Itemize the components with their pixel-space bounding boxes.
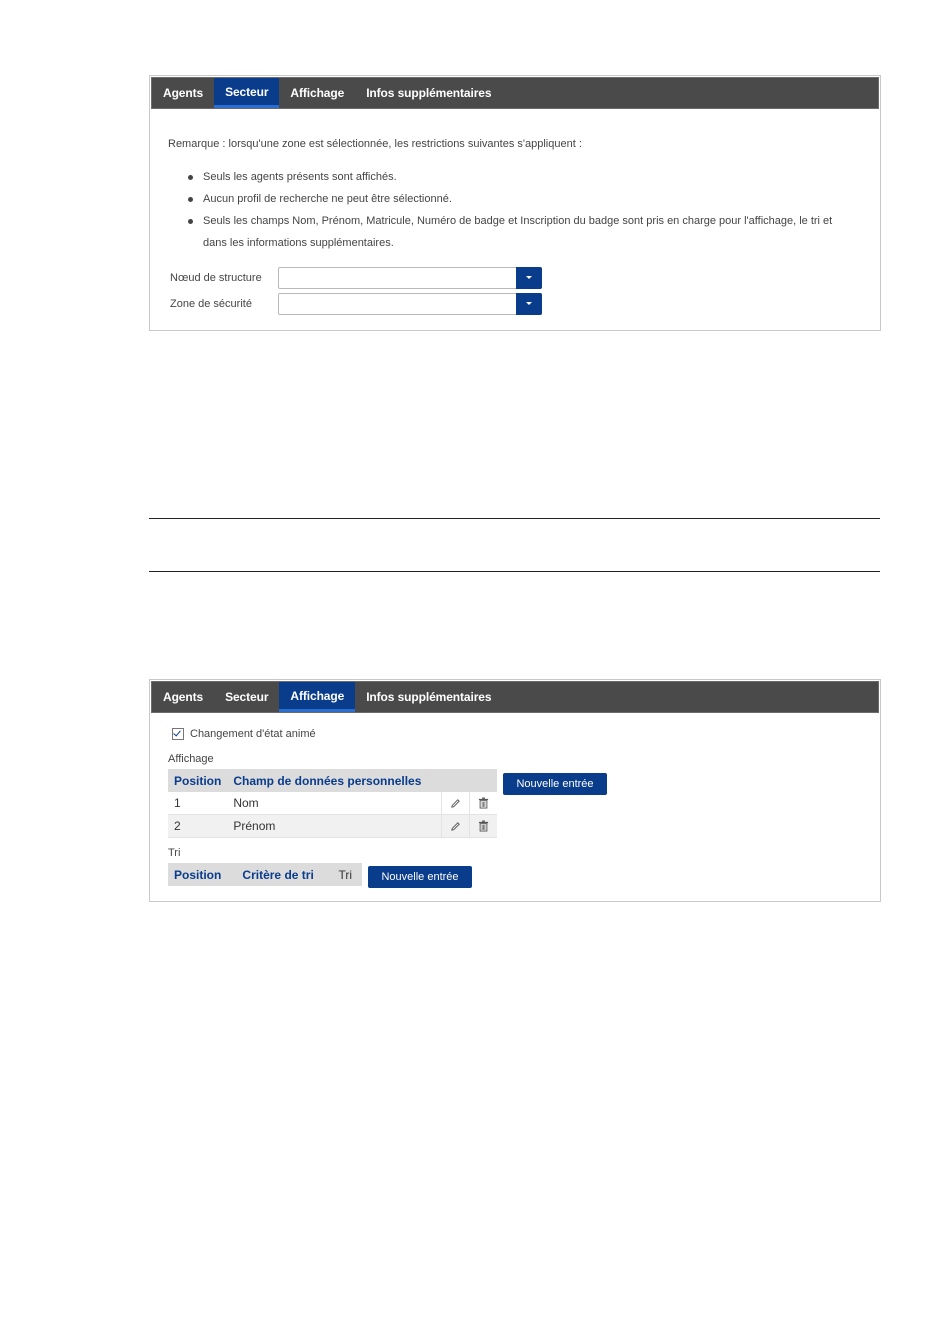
table-row[interactable] xyxy=(168,815,497,838)
pencil-icon[interactable] xyxy=(450,821,461,832)
tab-secteur[interactable]: Secteur xyxy=(214,78,279,108)
tab-agents[interactable]: Agents xyxy=(163,86,204,100)
tri-section-label: Tri xyxy=(168,847,181,859)
structure-node-label: Nœud de structure xyxy=(170,272,262,284)
chevron-down-icon[interactable] xyxy=(516,267,542,289)
secteur-panel xyxy=(149,75,881,331)
trash-icon[interactable] xyxy=(478,797,489,809)
tab-bar xyxy=(151,77,879,109)
tab-infos-supplementaires[interactable]: Infos supplémentaires xyxy=(366,690,492,704)
row-position: 2 xyxy=(168,815,227,838)
affichage-section-label: Affichage xyxy=(168,753,214,765)
tab-infos-supplementaires[interactable]: Infos supplémentaires xyxy=(366,86,492,100)
restriction-list xyxy=(188,166,858,254)
trash-icon[interactable] xyxy=(478,820,489,832)
list-item: Seuls les champs Nom, Prénom, Matricule, Numéro de badge et Inscription du badge sont pris en charge pour l'affichage, le tri et dans les informations supplémentaires. xyxy=(188,210,858,254)
tab-affichage[interactable]: Affichage xyxy=(279,682,355,712)
security-zone-label: Zone de sécurité xyxy=(170,298,252,310)
affichage-new-entry-button[interactable]: Nouvelle entrée xyxy=(503,773,607,795)
structure-node-select[interactable] xyxy=(278,267,542,289)
row-champ: Nom xyxy=(227,792,441,815)
animated-state-change-row[interactable] xyxy=(172,728,316,740)
divider xyxy=(149,571,880,572)
security-zone-select[interactable] xyxy=(278,293,542,315)
affichage-panel xyxy=(149,679,881,902)
delete-button[interactable] xyxy=(470,815,498,838)
row-position: 1 xyxy=(168,792,227,815)
list-item: Aucun profil de recherche ne peut être sélectionné. xyxy=(188,188,858,210)
column-header-position[interactable]: Position xyxy=(168,863,236,886)
edit-button[interactable] xyxy=(442,792,470,815)
tri-new-entry-button[interactable]: Nouvelle entrée xyxy=(368,866,472,888)
chevron-down-icon[interactable] xyxy=(516,293,542,315)
tri-table xyxy=(168,863,362,886)
list-item: Seuls les agents présents sont affichés. xyxy=(188,166,858,188)
column-header-position[interactable]: Position xyxy=(168,769,227,792)
tab-bar xyxy=(151,681,879,713)
tab-agents[interactable]: Agents xyxy=(163,690,204,704)
column-header-tri[interactable]: Tri xyxy=(333,863,362,886)
restriction-note: Remarque : lorsqu'une zone est sélectionnée, les restrictions suivantes s'appliquent : xyxy=(168,138,582,150)
checkbox-checked-icon[interactable] xyxy=(172,728,184,740)
animated-state-change-label: Changement d'état animé xyxy=(190,728,316,740)
column-header-critere[interactable]: Critère de tri xyxy=(236,863,332,886)
affichage-table xyxy=(168,769,497,838)
pencil-icon[interactable] xyxy=(450,798,461,809)
divider xyxy=(149,518,880,519)
delete-button[interactable] xyxy=(470,792,498,815)
edit-button[interactable] xyxy=(442,815,470,838)
column-header-champ[interactable]: Champ de données personnelles xyxy=(227,769,497,792)
table-row[interactable] xyxy=(168,792,497,815)
row-champ: Prénom xyxy=(227,815,441,838)
tab-affichage[interactable]: Affichage xyxy=(290,86,345,100)
tab-secteur[interactable]: Secteur xyxy=(225,690,269,704)
